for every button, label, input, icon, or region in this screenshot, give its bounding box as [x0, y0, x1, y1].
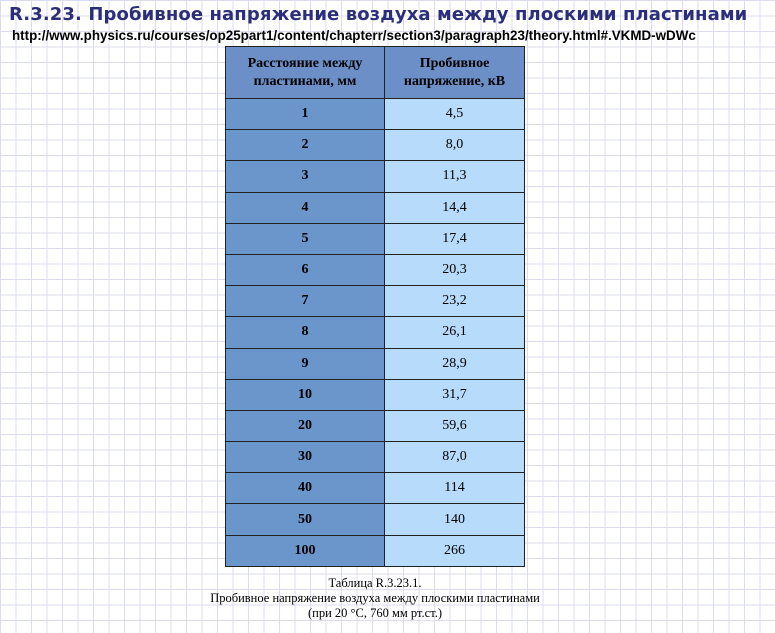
- voltage-cell: 28,9: [385, 348, 525, 379]
- voltage-cell: 31,7: [385, 379, 525, 410]
- table-row: [226, 130, 525, 161]
- distance-cell: 7: [226, 286, 385, 317]
- distance-cell: 9: [226, 348, 385, 379]
- table-row: [226, 192, 525, 223]
- table-row: [226, 254, 525, 285]
- voltage-cell: 26,1: [385, 317, 525, 348]
- distance-cell: 40: [226, 473, 385, 504]
- table-row: [226, 442, 525, 473]
- table-row: [226, 317, 525, 348]
- voltage-cell: 266: [385, 535, 525, 566]
- distance-cell: 30: [226, 442, 385, 473]
- breakdown-voltage-table: [225, 46, 525, 567]
- header-distance: Расстояние между пластинами, мм: [226, 47, 385, 99]
- distance-cell: 20: [226, 410, 385, 441]
- source-url: http://www.physics.ru/courses/op25part1/content/chapterr/section3/paragraph23/theory.html#.VKMD-wDWc: [12, 28, 696, 43]
- table-row: [226, 286, 525, 317]
- voltage-cell: 114: [385, 473, 525, 504]
- distance-cell: 10: [226, 379, 385, 410]
- distance-cell: 3: [226, 161, 385, 192]
- caption-text: Пробивное напряжение воздуха между плоскими пластинами (при 20 °C, 760 мм рт.ст.): [210, 591, 540, 620]
- page-title: R.3.23. Пробивное напряжение воздуха между плоскими пластинами: [9, 4, 748, 25]
- distance-cell: 1: [226, 99, 385, 130]
- voltage-cell: 17,4: [385, 223, 525, 254]
- distance-cell: 2: [226, 130, 385, 161]
- table-header: [226, 47, 525, 99]
- voltage-cell: 14,4: [385, 192, 525, 223]
- table-row: [226, 410, 525, 441]
- table-body: [226, 99, 525, 567]
- voltage-cell: 87,0: [385, 442, 525, 473]
- table-row: [226, 504, 525, 535]
- distance-cell: 5: [226, 223, 385, 254]
- caption-label: Таблица R.3.23.1.: [328, 576, 422, 590]
- header-voltage: Пробивное напряжение, кВ: [385, 47, 525, 99]
- table-caption: [200, 576, 550, 621]
- distance-cell: 6: [226, 254, 385, 285]
- table-row: [226, 223, 525, 254]
- table-row: [226, 473, 525, 504]
- distance-cell: 4: [226, 192, 385, 223]
- voltage-cell: 4,5: [385, 99, 525, 130]
- voltage-cell: 59,6: [385, 410, 525, 441]
- voltage-cell: 20,3: [385, 254, 525, 285]
- voltage-cell: 11,3: [385, 161, 525, 192]
- table-row: [226, 379, 525, 410]
- distance-cell: 8: [226, 317, 385, 348]
- table-row: [226, 348, 525, 379]
- voltage-cell: 8,0: [385, 130, 525, 161]
- voltage-cell: 23,2: [385, 286, 525, 317]
- table-row: [226, 99, 525, 130]
- table-row: [226, 535, 525, 566]
- table-row: [226, 161, 525, 192]
- distance-cell: 50: [226, 504, 385, 535]
- voltage-cell: 140: [385, 504, 525, 535]
- distance-cell: 100: [226, 535, 385, 566]
- header-row: [226, 47, 525, 99]
